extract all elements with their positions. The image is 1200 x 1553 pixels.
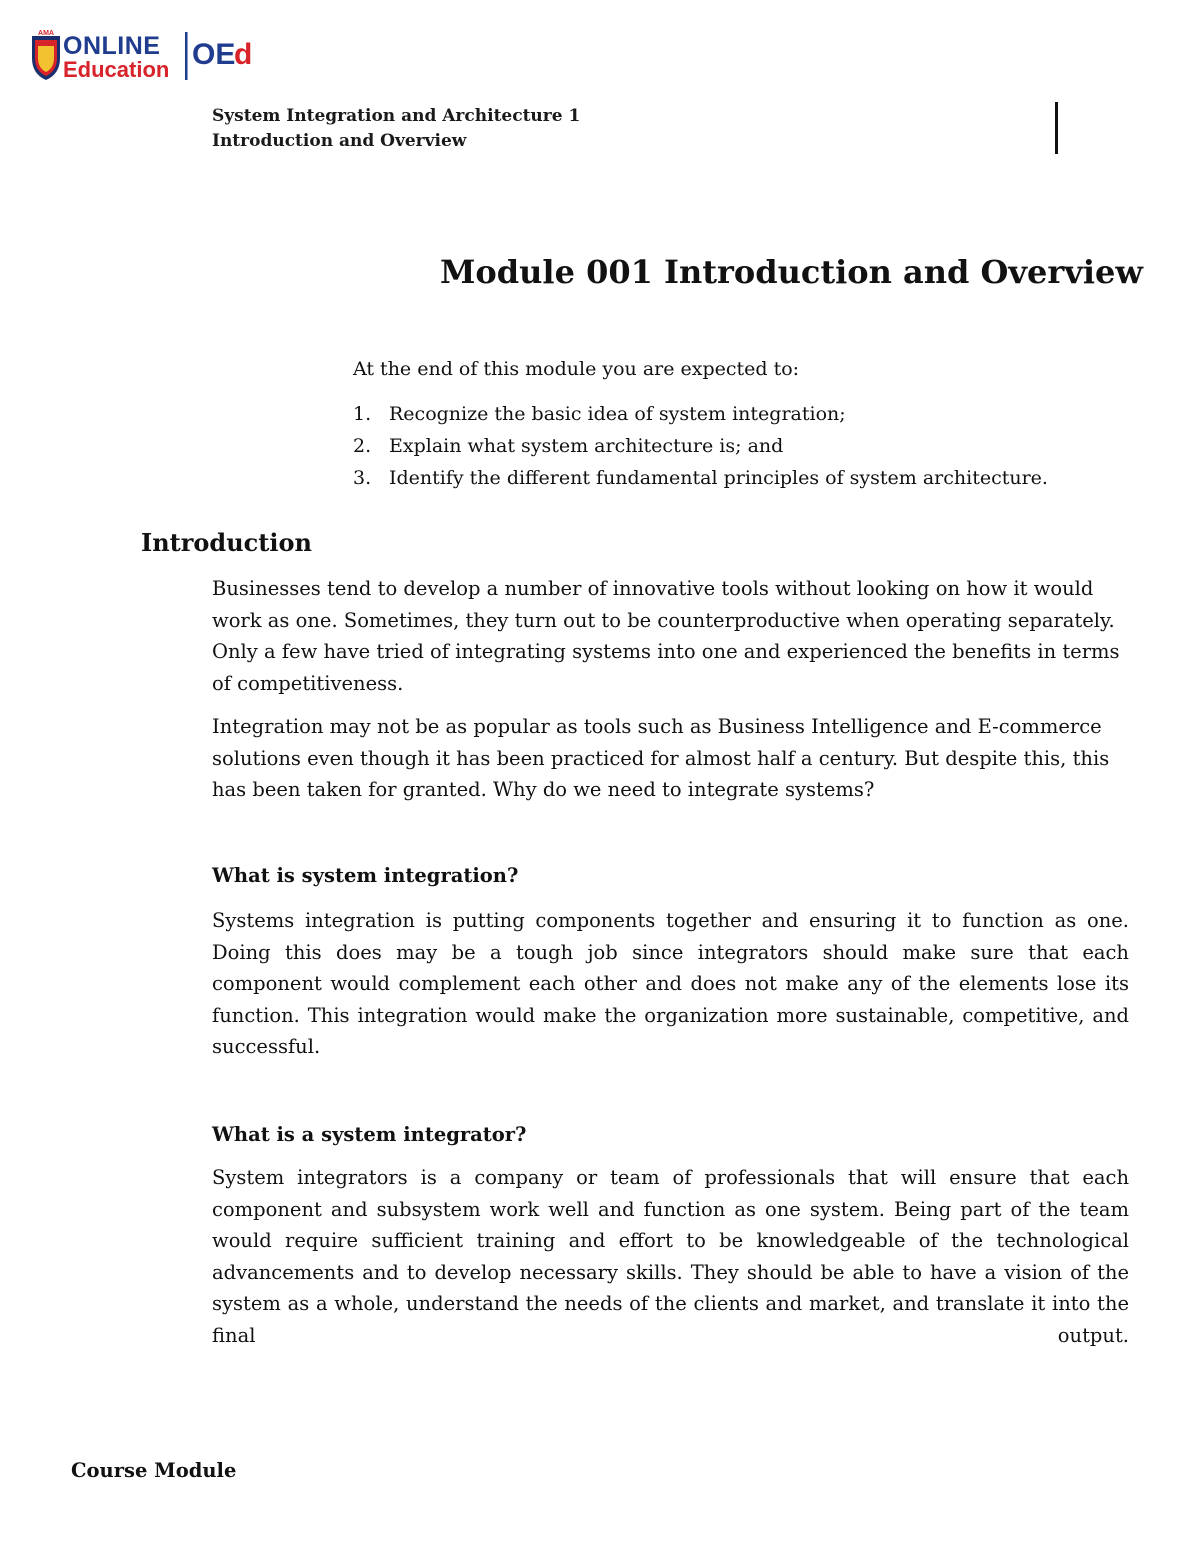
system-integrator-heading: What is a system integrator? — [212, 1123, 527, 1146]
last-line-left-word: final — [212, 1323, 256, 1347]
logo-education-text: Education — [63, 57, 170, 82]
introduction-paragraph-2: Integration may not be as popular as tools such as Business Intelligence and E-commerce solutions even though it has been practiced for almost half a century. But despite this, this has been taken for granted. Why do we need to integrate systems? — [212, 715, 1110, 801]
module-title: Module 001 Introduction and Overview — [440, 253, 1143, 291]
logo-divider — [185, 32, 188, 80]
logo-oed-text: OE — [192, 38, 236, 71]
logo-graphic — [30, 28, 270, 84]
header-topic: Introduction and Overview — [212, 131, 467, 151]
objective-item — [353, 462, 1048, 494]
seal-label: AMA — [38, 30, 54, 37]
last-line-right-word: output. — [1057, 1323, 1129, 1347]
running-header — [212, 104, 580, 154]
system-integrator-paragraph — [212, 1162, 1129, 1351]
objective-item — [353, 430, 1048, 462]
objective-text: Recognize the basic idea of system integration; — [389, 403, 846, 425]
logo-online-text: ONLINE — [63, 32, 161, 60]
system-integrator-last-line — [212, 1320, 1129, 1352]
system-integrator-body: System integrators is a company or team of professionals that will ensure that each component and subsystem work well and function as one system. Being part of the team would require sufficient training and effort to be knowledgeable of the technological advancements and to develop necessary skills. They should be able to have a vision of the system as a whole, understand the needs of the clients and market, and translate it into the — [212, 1166, 1129, 1315]
objective-number: 2. — [353, 435, 372, 457]
introduction-paragraph-1: Businesses tend to develop a number of innovative tools without looking on how it would work as one. Sometimes, they turn out to be counterproductive when operating separately. Only a few have tried of integrating systems into one and experienced the benefits in terms of competitiveness. — [212, 577, 1120, 695]
objective-item — [353, 398, 1048, 430]
header-vertical-rule — [1055, 102, 1058, 154]
system-integration-paragraph: Systems integration is putting components together and ensuring it to function as one. Doing this does may be a tough job since integrators should make sure that each component would complement each other and does not make any of the elements lose its function. This integration would make the organization more sustainable, competitive, and successful. — [212, 909, 1129, 1058]
objective-number: 1. — [353, 403, 372, 425]
logo-oed-d-text: d — [234, 38, 253, 71]
introduction-heading: Introduction — [141, 528, 312, 557]
objectives-intro: At the end of this module you are expected to: — [353, 358, 800, 380]
objectives-list — [353, 398, 1048, 494]
objective-number: 3. — [353, 467, 372, 489]
objective-text: Identify the different fundamental principles of system architecture. — [389, 467, 1048, 489]
objective-text: Explain what system architecture is; and — [389, 435, 784, 457]
online-education-logo — [30, 28, 270, 84]
system-integration-heading: What is system integration? — [212, 864, 519, 887]
header-course-title: System Integration and Architecture 1 — [212, 106, 581, 126]
footer-course-module: Course Module — [71, 1459, 237, 1482]
